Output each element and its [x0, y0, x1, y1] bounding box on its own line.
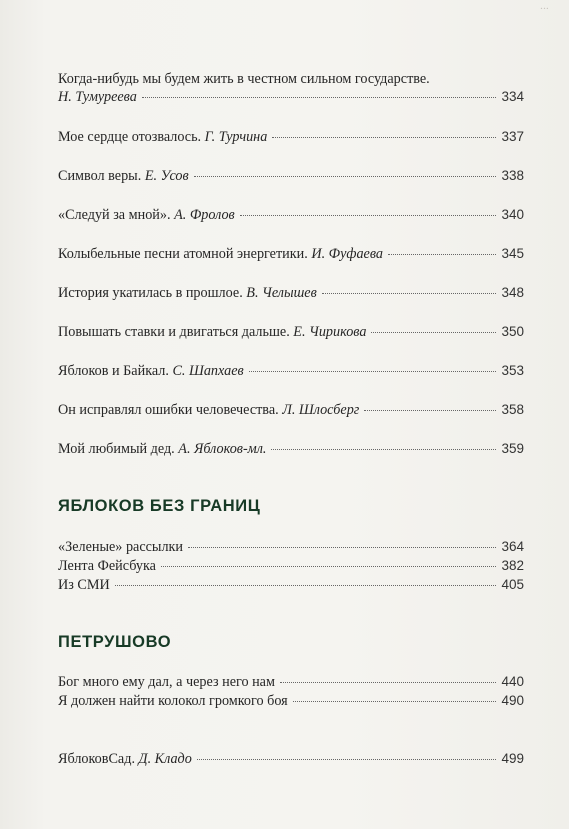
toc-entry-page: 334: [501, 89, 524, 104]
toc-entry-title: Мой любимый дед.: [58, 441, 175, 457]
dot-leader: [188, 547, 496, 548]
toc-entry-title: Колыбельные песни атомной энергетики.: [58, 246, 308, 262]
toc-entry-author: Е. Чирикова: [293, 324, 367, 340]
toc-entry-title: Повышать ставки и двигаться дальше.: [58, 324, 290, 340]
toc-entry-title: «Следуй за мной».: [58, 207, 171, 223]
toc-entry-title: Из СМИ: [58, 577, 110, 593]
toc-entry-title: ЯблоковСад.: [58, 751, 135, 767]
toc-entry: [58, 401, 524, 419]
dot-leader: [197, 759, 497, 760]
dot-leader: [272, 137, 496, 138]
toc-entry: [58, 673, 524, 691]
toc-entry: [58, 206, 524, 224]
toc-entry-author: С. Шапхаев: [172, 363, 244, 379]
dot-leader: [388, 254, 496, 255]
toc-entry-title: Я должен найти колокол громкого боя: [58, 693, 288, 709]
toc-entry-author: А. Яблоков-мл.: [178, 441, 267, 457]
toc-entry-page: 405: [501, 577, 524, 592]
dot-leader: [364, 410, 496, 411]
toc-entry: [58, 245, 524, 263]
dot-leader: [322, 293, 497, 294]
toc-entry-title: История укатилась в прошлое.: [58, 285, 243, 301]
dot-leader: [142, 97, 497, 98]
toc-entry: [58, 167, 524, 185]
toc-entry-page: 490: [501, 693, 524, 708]
toc-entry-title: Мое сердце отозвалось.: [58, 129, 202, 145]
toc-entry: [58, 557, 524, 575]
dot-leader: [293, 701, 497, 702]
section-heading: ПЕТРУШОВО: [58, 633, 172, 651]
toc-entry: [58, 362, 524, 380]
toc-entry-page: 350: [501, 324, 524, 339]
toc-entry-title: Яблоков и Байкал.: [58, 363, 169, 379]
section-heading: ЯБЛОКОВ БЕЗ ГРАНИЦ: [58, 497, 261, 515]
toc-entry-page: 337: [501, 129, 524, 144]
toc-entry-title: Символ веры.: [58, 168, 142, 184]
dot-leader: [161, 566, 497, 567]
toc-entry-page: 340: [501, 207, 524, 222]
toc-entry-page: 499: [501, 751, 524, 766]
dot-leader: [280, 682, 497, 683]
toc-entry-author: Н. Тумуреева: [58, 89, 137, 105]
toc-entry-page: 348: [501, 285, 524, 300]
toc-entry: [58, 323, 524, 341]
toc-entry-page: 382: [501, 558, 524, 573]
toc-entry-author: А. Фролов: [174, 207, 235, 223]
toc-entry-title: Когда-нибудь мы будем жить в честном сильном государстве.: [58, 71, 430, 87]
header-bleed-text: ...: [540, 0, 549, 12]
dot-leader: [371, 332, 496, 333]
toc-entry-page: 359: [501, 441, 524, 456]
toc-entry-page: 353: [501, 363, 524, 378]
toc-entry: [58, 440, 524, 458]
dot-leader: [194, 176, 497, 177]
toc-entry-title: Бог много ему дал, а через него нам: [58, 674, 275, 690]
toc-entry-title: «Зеленые» рассылки: [58, 539, 184, 555]
toc-entry: [58, 576, 524, 594]
toc-entry: [58, 692, 524, 710]
toc-entry-author: Е. Усов: [144, 168, 189, 184]
toc-entry: [58, 538, 524, 556]
toc-entry-page: 440: [501, 674, 524, 689]
dot-leader: [240, 215, 497, 216]
toc-entry-author: Г. Турчина: [204, 129, 268, 145]
dot-leader: [115, 585, 497, 586]
toc-entry-author: И. Фуфаева: [311, 246, 384, 262]
toc-entry: [58, 284, 524, 302]
toc-entry-page: 345: [501, 246, 524, 261]
toc-entry-title: Лента Фейсбука: [58, 558, 156, 574]
toc-entry-page: 364: [501, 539, 524, 554]
toc-entry: [58, 70, 524, 106]
toc-entry-page: 338: [501, 168, 524, 183]
toc-entry-author: Л. Шлосберг: [282, 402, 360, 418]
toc-entry-title: Он исправлял ошибки человечества.: [58, 402, 279, 418]
toc-entry: [58, 750, 524, 768]
toc-entry: [58, 128, 524, 146]
dot-leader: [271, 449, 496, 450]
toc-entry-author: Д. Кладо: [138, 751, 192, 767]
dot-leader: [249, 371, 497, 372]
toc-entry-page: 358: [501, 402, 524, 417]
toc-entry-author: В. Челышев: [246, 285, 317, 301]
